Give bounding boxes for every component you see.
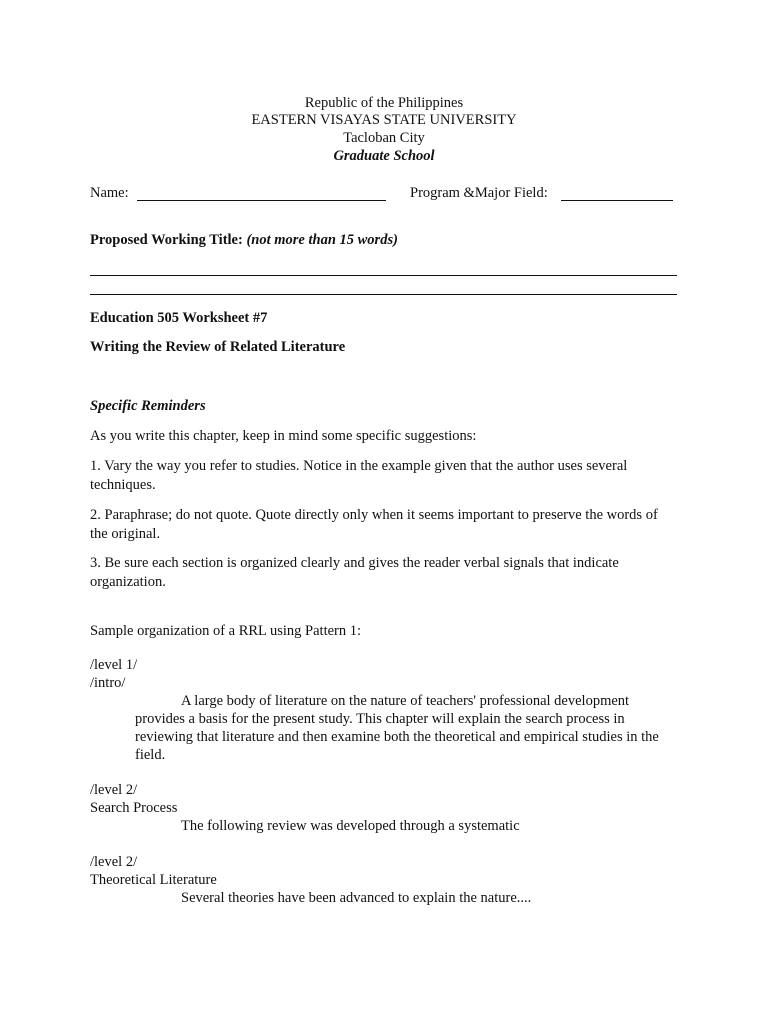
reminders-heading: Specific Reminders: [90, 398, 206, 414]
section-label: Search Process: [90, 800, 178, 816]
section-label: /intro/: [90, 675, 126, 691]
header-school: Graduate School: [333, 148, 435, 164]
title-line-2[interactable]: [90, 294, 677, 295]
title-line-1[interactable]: [90, 275, 677, 276]
worksheet-number: Education 505 Worksheet #7: [90, 310, 268, 326]
reminders-intro: As you write this chapter, keep in mind some specific suggestions:: [90, 428, 477, 444]
section-label: Theoretical Literature: [90, 872, 217, 888]
section-level: /level 1/: [90, 657, 138, 673]
title-row: [90, 231, 398, 249]
header-country: Republic of the Philippines: [304, 95, 464, 111]
header-city: Tacloban City: [343, 130, 425, 146]
header-university: EASTERN VISAYAS STATE UNIVERSITY: [251, 112, 517, 128]
sample-heading: Sample organization of a RRL using Pattern 1:: [90, 623, 362, 639]
section-text: A large body of literature on the nature of teachers' professional development provides a basis for the present study. This chapter will explain the search process in reviewing that literature and then examine both the theoretical and empirical studies in the field.: [135, 693, 659, 763]
section-text: The following review was developed through a systematic: [181, 818, 520, 834]
section-text: Several theories have been advanced to explain the nature....: [181, 890, 532, 906]
name-label: Name:: [90, 185, 129, 201]
program-field[interactable]: [561, 200, 673, 201]
reminder-item: 2. Paraphrase; do not quote. Quote directly only when it seems important to preserve the words of the original.: [90, 507, 658, 542]
reminder-item: 3. Be sure each section is organized clearly and gives the reader verbal signals that indicate organization.: [90, 555, 619, 590]
section-level: /level 2/: [90, 854, 138, 870]
name-field[interactable]: [137, 200, 386, 201]
reminder-item: 1. Vary the way you refer to studies. Notice in the example given that the author uses several techniques.: [90, 458, 628, 493]
program-label: Program &Major Field:: [410, 185, 548, 201]
title-note: (not more than 15 words): [246, 232, 398, 248]
worksheet-topic: Writing the Review of Related Literature: [90, 339, 346, 355]
title-label: Proposed Working Title:: [90, 232, 243, 248]
section-level: /level 2/: [90, 782, 138, 798]
